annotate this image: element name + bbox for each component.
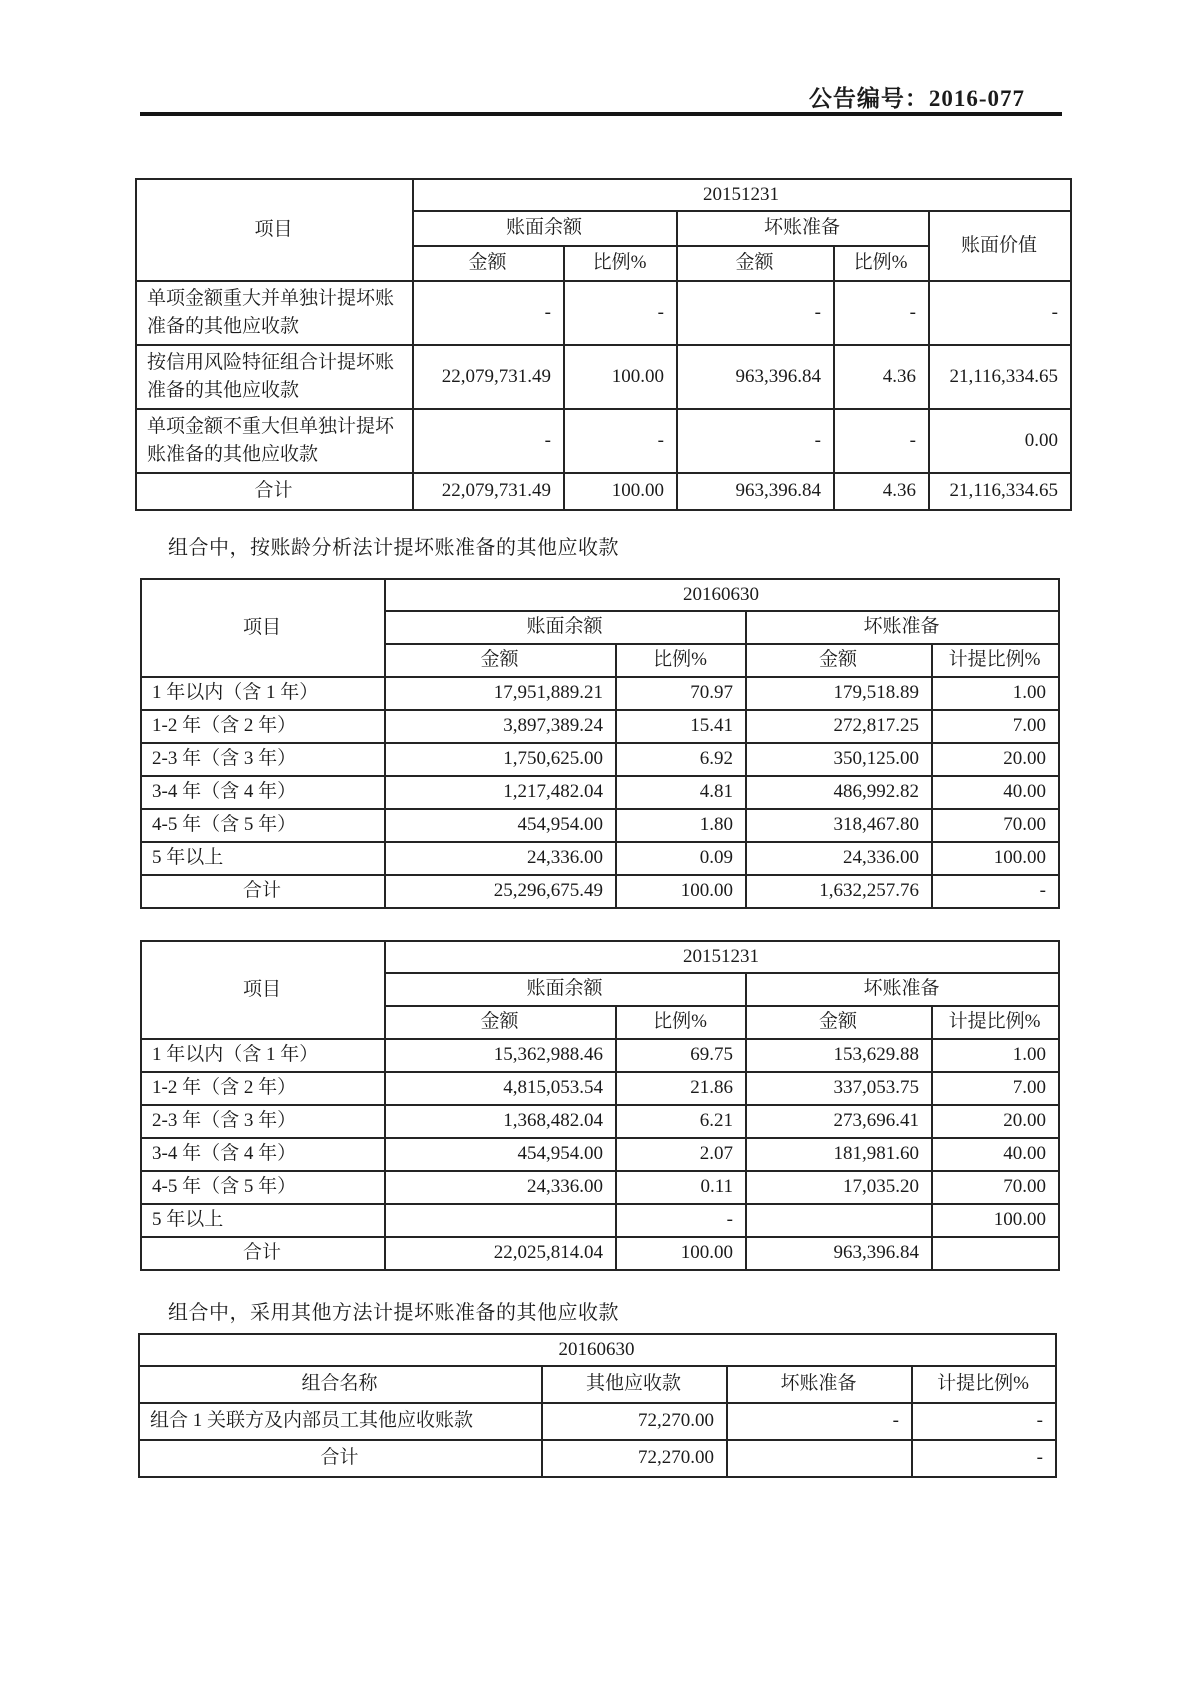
table-row [141, 1138, 1059, 1171]
column-header-portfolio-name: 组合名称 [139, 1366, 542, 1403]
cell-amount: 1,750,625.00 [385, 743, 616, 776]
cell-provision-amount: 963,396.84 [677, 473, 834, 510]
date-header: 20151231 [385, 941, 1059, 973]
cell-provision-ratio: 40.00 [932, 776, 1059, 809]
cell-amount: 24,336.00 [385, 842, 616, 875]
cell-provision-ratio: 20.00 [932, 1105, 1059, 1138]
cell-book-value: 0.00 [929, 409, 1071, 473]
cell-ratio: 15.41 [616, 710, 746, 743]
column-header-amount: 金额 [677, 246, 834, 281]
cell-book-value: - [929, 281, 1071, 345]
cell-ratio: 0.09 [616, 842, 746, 875]
column-header-amount: 金额 [413, 246, 564, 281]
cell-amount: 15,362,988.46 [385, 1039, 616, 1072]
cell-provision-amount: 963,396.84 [677, 345, 834, 409]
cell-provision-amount: 963,396.84 [746, 1237, 932, 1270]
cell-book-value: 21,116,334.65 [929, 473, 1071, 510]
cell-amount: 1,368,482.04 [385, 1105, 616, 1138]
cell-book-value: 21,116,334.65 [929, 345, 1071, 409]
other-method-table [138, 1333, 1057, 1478]
cell-provision-amount: 24,336.00 [746, 842, 932, 875]
cell-provision-ratio: 1.00 [932, 1039, 1059, 1072]
table-row [141, 809, 1059, 842]
cell-provision-amount: 179,518.89 [746, 677, 932, 710]
column-header-ratio: 比例% [834, 246, 929, 281]
table-row [141, 842, 1059, 875]
cell-amount: 1,217,482.04 [385, 776, 616, 809]
cell-ratio: 100.00 [564, 345, 677, 409]
table-row [141, 743, 1059, 776]
cell-amount: 4,815,053.54 [385, 1072, 616, 1105]
column-header-ratio: 比例% [616, 644, 746, 677]
cell-provision-ratio: 7.00 [932, 1072, 1059, 1105]
cell-provision-ratio: 40.00 [932, 1138, 1059, 1171]
cell-ratio: 100.00 [564, 473, 677, 510]
column-header-provision-ratio: 计提比例% [912, 1366, 1056, 1403]
cell-item: 单项金额不重大但单独计提坏账准备的其他应收款 [136, 409, 413, 473]
cell-aging-bucket: 3-4 年（含 4 年） [141, 776, 385, 809]
cell-ratio: 70.97 [616, 677, 746, 710]
table-row [141, 1105, 1059, 1138]
cell-amount: - [413, 409, 564, 473]
table-row [136, 345, 1071, 409]
cell-provision-ratio: - [932, 875, 1059, 908]
cell-provision-amount: 318,467.80 [746, 809, 932, 842]
cell-receivable: 72,270.00 [542, 1403, 727, 1440]
column-header-amount: 金额 [385, 644, 616, 677]
cell-provision-ratio: 70.00 [932, 809, 1059, 842]
total-row [136, 473, 1071, 510]
column-header-book-value: 账面价值 [929, 211, 1071, 281]
cell-aging-bucket: 3-4 年（含 4 年） [141, 1138, 385, 1171]
column-header-provision: 坏账准备 [746, 973, 1059, 1006]
table-row [141, 1072, 1059, 1105]
cell-ratio: 100.00 [616, 1237, 746, 1270]
cell-item: 单项金额重大并单独计提坏账准备的其他应收款 [136, 281, 413, 345]
cell-aging-bucket: 4-5 年（含 5 年） [141, 809, 385, 842]
column-header-provision: 坏账准备 [727, 1366, 912, 1403]
aging-section-heading: 组合中，按账龄分析法计提坏账准备的其他应收款 [168, 537, 619, 559]
column-header-item: 项目 [136, 179, 413, 281]
cell-item-total: 合计 [141, 875, 385, 908]
column-header-provision: 坏账准备 [746, 611, 1059, 644]
cell-ratio: 69.75 [616, 1039, 746, 1072]
date-header: 20160630 [385, 579, 1059, 611]
cell-item-total: 合计 [141, 1237, 385, 1270]
total-row [141, 1237, 1059, 1270]
provision-summary-table [135, 178, 1072, 511]
table-row [141, 776, 1059, 809]
cell-provision-ratio: 7.00 [932, 710, 1059, 743]
cell-aging-bucket: 1 年以内（含 1 年） [141, 1039, 385, 1072]
cell-ratio: - [564, 281, 677, 345]
cell-provision-amount: 153,629.88 [746, 1039, 932, 1072]
cell-aging-bucket: 5 年以上 [141, 1204, 385, 1237]
column-header-receivable: 其他应收款 [542, 1366, 727, 1403]
table-row [141, 677, 1059, 710]
column-header-balance: 账面余额 [385, 973, 746, 1006]
table-row [136, 179, 1071, 211]
cell-amount: 454,954.00 [385, 809, 616, 842]
cell-provision-ratio: 100.00 [932, 842, 1059, 875]
cell-provision-ratio: 70.00 [932, 1171, 1059, 1204]
cell-provision-ratio: 100.00 [932, 1204, 1059, 1237]
table-row [141, 941, 1059, 973]
column-header-ratio: 比例% [616, 1006, 746, 1039]
column-header-provision-ratio: 计提比例% [932, 644, 1059, 677]
cell-amount [385, 1204, 616, 1237]
table-row [136, 409, 1071, 473]
cell-amount: 3,897,389.24 [385, 710, 616, 743]
cell-ratio: 0.11 [616, 1171, 746, 1204]
cell-provision-amount: 350,125.00 [746, 743, 932, 776]
cell-aging-bucket: 2-3 年（含 3 年） [141, 743, 385, 776]
announcement-number: 公告编号：2016-077 [808, 86, 1025, 111]
cell-amount: 22,025,814.04 [385, 1237, 616, 1270]
column-header-provision-ratio: 计提比例% [932, 1006, 1059, 1039]
table-row [141, 710, 1059, 743]
cell-provision-amount: 17,035.20 [746, 1171, 932, 1204]
column-header-item: 项目 [141, 579, 385, 677]
cell-aging-bucket: 1-2 年（含 2 年） [141, 710, 385, 743]
cell-item: 按信用风险特征组合计提坏账准备的其他应收款 [136, 345, 413, 409]
column-header-amount: 金额 [385, 1006, 616, 1039]
column-header-balance: 账面余额 [413, 211, 677, 246]
cell-provision-amount: 1,632,257.76 [746, 875, 932, 908]
cell-provision-ratio [932, 1237, 1059, 1270]
cell-receivable: 72,270.00 [542, 1440, 727, 1477]
cell-amount: 22,079,731.49 [413, 473, 564, 510]
cell-aging-bucket: 5 年以上 [141, 842, 385, 875]
cell-provision-amount [746, 1204, 932, 1237]
cell-portfolio-name: 组合 1 关联方及内部员工其他应收账款 [139, 1403, 542, 1440]
cell-ratio: 1.80 [616, 809, 746, 842]
date-header: 20151231 [413, 179, 1071, 211]
cell-amount: 24,336.00 [385, 1171, 616, 1204]
cell-amount: 25,296,675.49 [385, 875, 616, 908]
cell-provision-amount: 486,992.82 [746, 776, 932, 809]
total-row [141, 875, 1059, 908]
cell-provision-amount: 337,053.75 [746, 1072, 932, 1105]
column-header-item: 项目 [141, 941, 385, 1039]
table-row [139, 1334, 1056, 1366]
cell-provision-amount: 273,696.41 [746, 1105, 932, 1138]
table-row [141, 1171, 1059, 1204]
cell-aging-bucket: 1 年以内（含 1 年） [141, 677, 385, 710]
column-header-amount: 金额 [746, 644, 932, 677]
header-rule [140, 112, 1062, 116]
cell-amount: 22,079,731.49 [413, 345, 564, 409]
column-header-provision: 坏账准备 [677, 211, 929, 246]
column-header-amount: 金额 [746, 1006, 932, 1039]
cell-amount: - [413, 281, 564, 345]
cell-ratio: - [564, 409, 677, 473]
column-header-ratio: 比例% [564, 246, 677, 281]
cell-provision-ratio: 4.36 [834, 473, 929, 510]
cell-provision-ratio: - [912, 1403, 1056, 1440]
cell-provision-ratio: 4.36 [834, 345, 929, 409]
cell-provision-ratio: - [834, 409, 929, 473]
cell-ratio: 6.21 [616, 1105, 746, 1138]
cell-amount: 454,954.00 [385, 1138, 616, 1171]
cell-provision-ratio: - [834, 281, 929, 345]
cell-ratio: 21.86 [616, 1072, 746, 1105]
total-row [139, 1440, 1056, 1477]
cell-provision-amount: 272,817.25 [746, 710, 932, 743]
cell-ratio: 2.07 [616, 1138, 746, 1171]
cell-provision: - [727, 1403, 912, 1440]
cell-item-total: 合计 [136, 473, 413, 510]
cell-aging-bucket: 1-2 年（含 2 年） [141, 1072, 385, 1105]
column-header-balance: 账面余额 [385, 611, 746, 644]
table-row [139, 1366, 1056, 1403]
table-row [136, 281, 1071, 345]
cell-provision-ratio: 1.00 [932, 677, 1059, 710]
table-row [141, 579, 1059, 611]
cell-provision-ratio: - [912, 1440, 1056, 1477]
cell-provision-amount: - [677, 409, 834, 473]
cell-provision-amount: - [677, 281, 834, 345]
cell-ratio: 4.81 [616, 776, 746, 809]
cell-provision [727, 1440, 912, 1477]
other-method-section-heading: 组合中，采用其他方法计提坏账准备的其他应收款 [168, 1302, 619, 1324]
cell-ratio: 100.00 [616, 875, 746, 908]
table-row [139, 1403, 1056, 1440]
aging-table-20151231 [140, 940, 1060, 1271]
cell-amount: 17,951,889.21 [385, 677, 616, 710]
date-header: 20160630 [139, 1334, 1056, 1366]
cell-aging-bucket: 4-5 年（含 5 年） [141, 1171, 385, 1204]
table-row [141, 1204, 1059, 1237]
cell-aging-bucket: 2-3 年（含 3 年） [141, 1105, 385, 1138]
cell-item-total: 合计 [139, 1440, 542, 1477]
cell-provision-ratio: 20.00 [932, 743, 1059, 776]
cell-ratio: - [616, 1204, 746, 1237]
table-row [141, 1039, 1059, 1072]
aging-table-20160630 [140, 578, 1060, 909]
cell-provision-amount: 181,981.60 [746, 1138, 932, 1171]
cell-ratio: 6.92 [616, 743, 746, 776]
